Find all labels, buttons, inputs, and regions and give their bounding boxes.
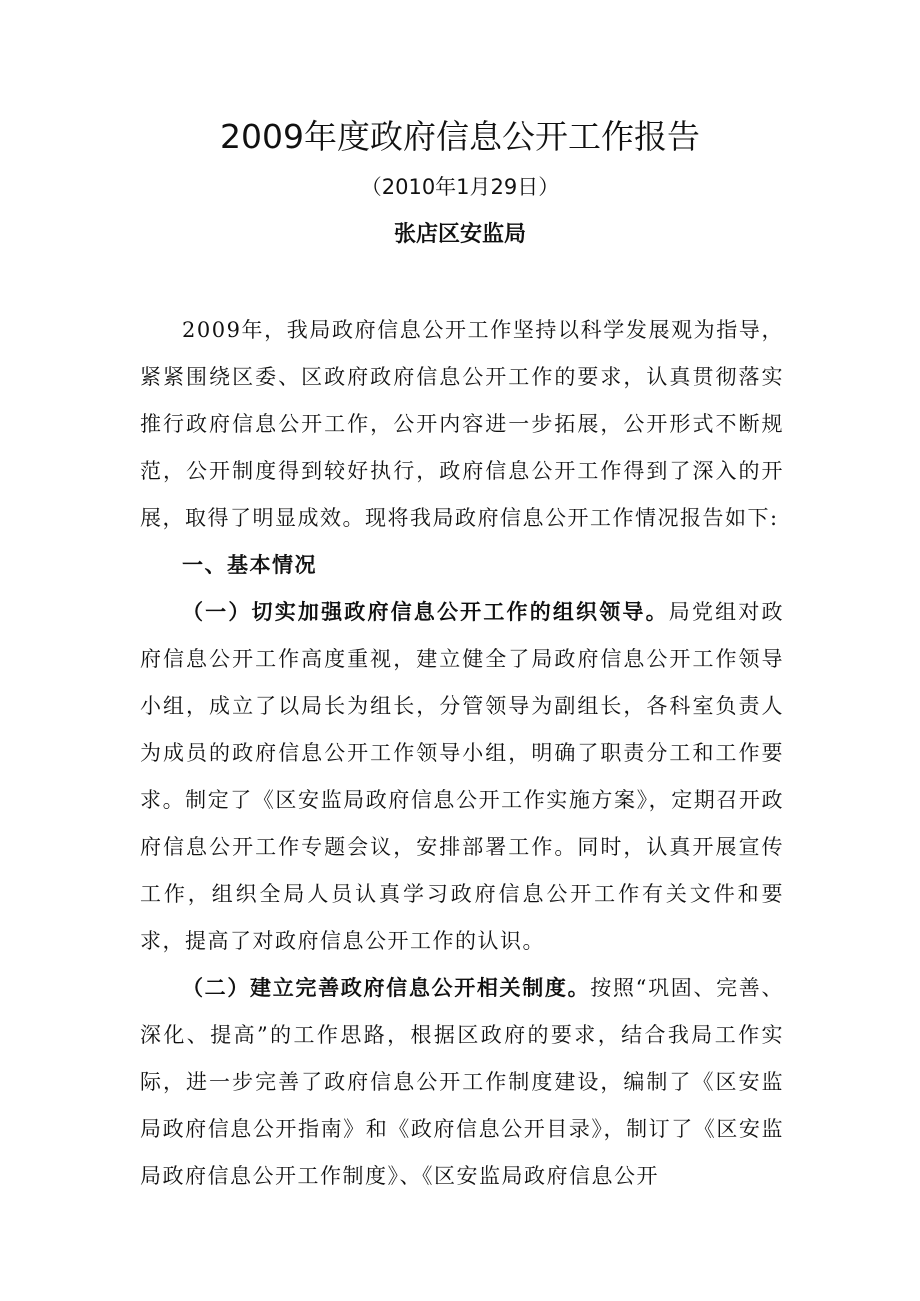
paragraph-item-1: [140, 589, 784, 965]
paragraph-item-2: [140, 965, 784, 1200]
item-2-heading: （二）建立完善政府信息公开相关制度。: [182, 976, 591, 1000]
item-1-text: 局党组对政府信息公开工作高度重视，建立健全了局政府信息公开工作领导小组，成立了以局长为组长，分管领导为副组长，各科室负责人为成员的政府信息公开工作领导小组，明确了职责分工和工作要求。制定了《区安监局政府信息公开工作实施方案》，定期召开政府信息公开工作专题会议，安排部署工作。同时，认真开展宣传工作，组织全局人员认真学习政府信息公开工作有关文件和要求，提高了对政府信息公开工作的认识。: [140, 600, 785, 953]
item-2-text: 按照“巩固、完善、深化、提高”的工作思路，根据区政府的要求，结合我局工作实际，进一步完善了政府信息公开工作制度建设，编制了《区安监局政府信息公开指南》和《政府信息公开目录》，制订了《区安监局政府信息公开工作制度》、《区安监局政府信息公开: [140, 976, 784, 1188]
document-organization: 张店区安监局: [393, 222, 526, 247]
document-title: 2009年度政府信息公开工作报告: [220, 117, 700, 156]
document-date: （2010年1月29日）: [360, 175, 560, 199]
intro-paragraph: 2009年，我局政府信息公开工作坚持以科学发展观为指导，紧紧围绕区委、区政府政府信息公开工作的要求，认真贯彻落实推行政府信息公开工作，公开内容进一步拓展，公开形式不断规范，公开制度得到较好执行，政府信息公开工作得到了深入的开展，取得了明显成效。现将我局政府信息公开工作情况报告如下:: [140, 318, 784, 530]
document-body: [140, 307, 784, 1200]
section-heading-basic-situation: 一、基本情况: [182, 553, 317, 577]
item-1-heading: （一）切实加强政府信息公开工作的组织领导。: [182, 600, 669, 624]
